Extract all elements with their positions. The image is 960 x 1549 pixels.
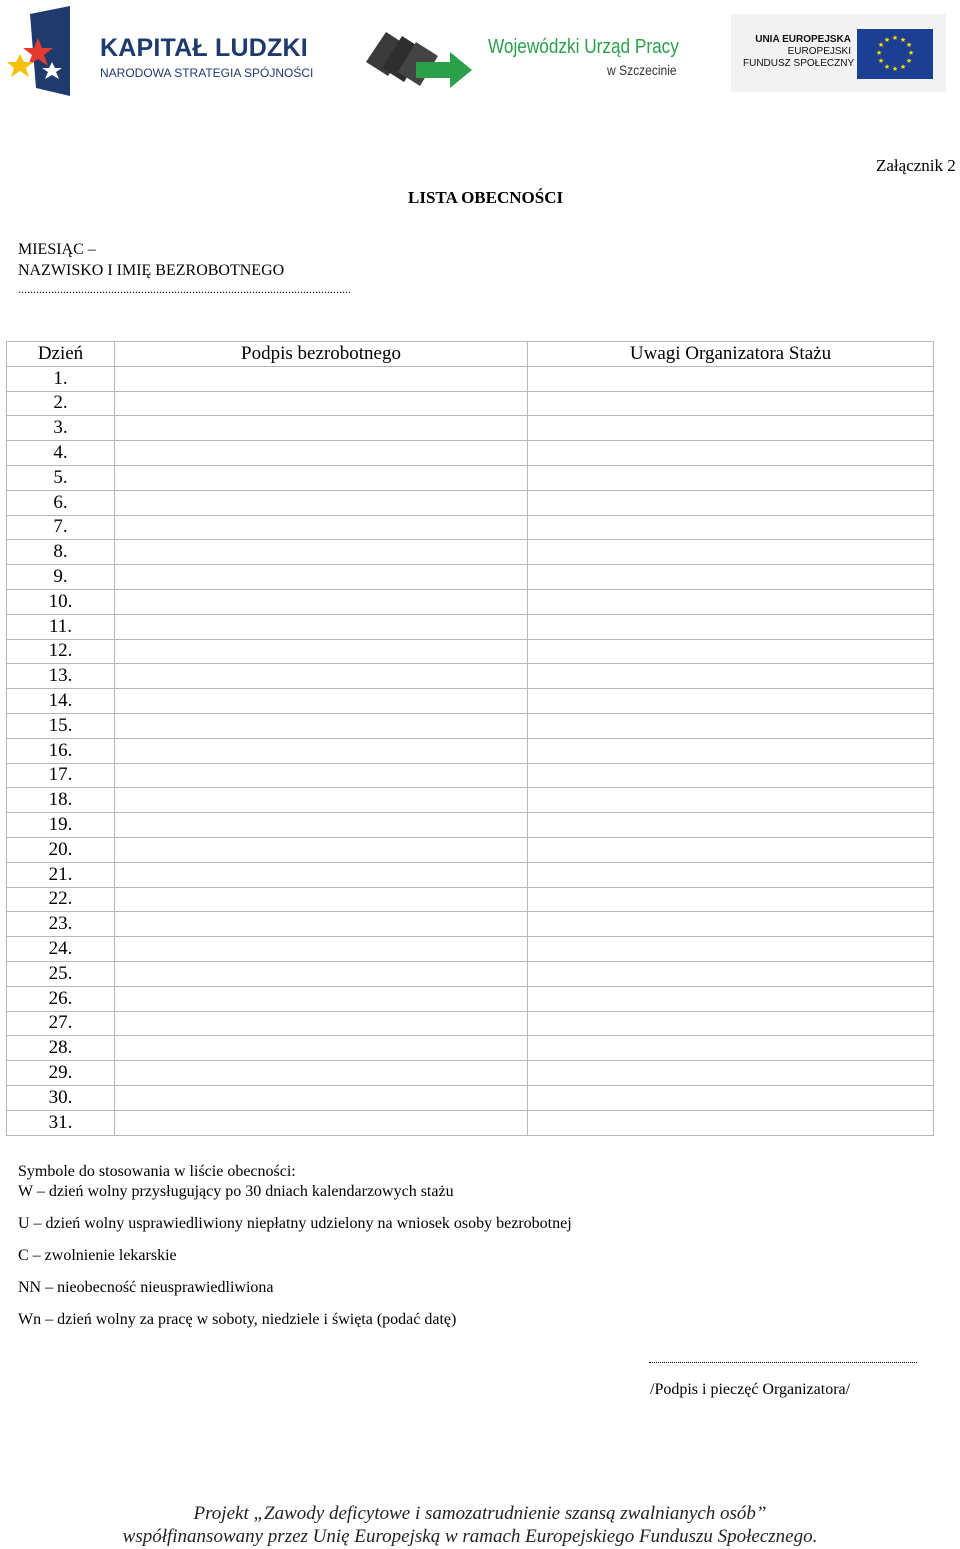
signature-cell[interactable] [115,1061,528,1086]
table-row [7,540,934,565]
table-row [7,366,934,391]
remarks-cell[interactable] [528,1011,934,1036]
table-row [7,887,934,912]
day-number: 15. [7,713,115,738]
legend-item-wn: Wn – dzień wolny za pracę w soboty, niedziele i święta (podać datę) [18,1311,457,1328]
signature-cell[interactable] [115,788,528,813]
day-number: 10. [7,589,115,614]
signature-cell[interactable] [115,515,528,540]
day-number: 30. [7,1085,115,1110]
day-number: 19. [7,813,115,838]
eu-line-2: EUROPEJSKI [787,46,851,57]
table-row [7,589,934,614]
day-number: 23. [7,912,115,937]
remarks-cell[interactable] [528,937,934,962]
signature-cell[interactable] [115,937,528,962]
footer-project-line: Projekt „Zawody deficytowe i samozatrudnienie szansą zwalnianych osób” [193,1503,767,1524]
signature-cell[interactable] [115,441,528,466]
remarks-cell[interactable] [528,366,934,391]
table-row [7,937,934,962]
eu-text [743,34,855,70]
signature-cell[interactable] [115,366,528,391]
day-number: 29. [7,1061,115,1086]
table-row [7,986,934,1011]
eu-logo [731,14,946,92]
day-number: 24. [7,937,115,962]
table-row [7,614,934,639]
table-row [7,788,934,813]
wup-logo [364,22,704,94]
signature-cell[interactable] [115,738,528,763]
legend-intro: Symbole do stosowania w liście obecności: [18,1163,296,1180]
day-number: 31. [7,1110,115,1135]
signature-cell[interactable] [115,862,528,887]
signature-cell[interactable] [115,614,528,639]
remarks-cell[interactable] [528,788,934,813]
remarks-cell[interactable] [528,738,934,763]
signature-cell[interactable] [115,1110,528,1135]
remarks-cell[interactable] [528,1036,934,1061]
signature-cell[interactable] [115,837,528,862]
day-number: 22. [7,887,115,912]
signature-cell[interactable] [115,589,528,614]
signature-cell[interactable] [115,490,528,515]
day-number: 13. [7,664,115,689]
signature-cell[interactable] [115,813,528,838]
table-row [7,689,934,714]
signature-cell[interactable] [115,540,528,565]
kapital-ludzki-star-icon [8,4,82,100]
signature-cell[interactable] [115,912,528,937]
day-number: 17. [7,763,115,788]
remarks-cell[interactable] [528,441,934,466]
svg-text:★: ★ [891,65,899,73]
remarks-cell[interactable] [528,912,934,937]
svg-text:★: ★ [877,57,885,65]
remarks-cell[interactable] [528,1085,934,1110]
table-row [7,639,934,664]
day-number: 16. [7,738,115,763]
day-number: 21. [7,862,115,887]
table-row [7,1061,934,1086]
table-row [7,416,934,441]
footer-cofinancing-line: współfinansowany przez Unię Europejską w ramach Europejskiego Funduszu Społecznego. [122,1526,818,1547]
day-number: 20. [7,837,115,862]
remarks-cell[interactable] [528,862,934,887]
day-number: 26. [7,986,115,1011]
kapital-ludzki-title: KAPITAŁ LUDZKI [100,34,308,62]
table-row [7,713,934,738]
table-row [7,490,934,515]
month-field: MIESIĄC – [18,241,96,258]
svg-text:★: ★ [891,34,899,42]
signature-cell[interactable] [115,763,528,788]
table-row [7,837,934,862]
remarks-cell[interactable] [528,391,934,416]
svg-text:★: ★ [877,41,885,49]
table-row [7,664,934,689]
table-row [7,961,934,986]
table-row [7,515,934,540]
svg-text:★: ★ [899,36,907,44]
signature-cell[interactable] [115,1011,528,1036]
kapital-ludzki-subtitle: NARODOWA STRATEGIA SPÓJNOŚCI [100,66,314,80]
day-number: 25. [7,961,115,986]
table-row [7,465,934,490]
day-number: 8. [7,540,115,565]
wup-cards-arrow-icon [364,22,476,90]
table-row [7,763,934,788]
table-row [7,1110,934,1135]
day-number: 14. [7,689,115,714]
signature-cell[interactable] [115,565,528,590]
table-row [7,1011,934,1036]
svg-text:★: ★ [883,63,891,71]
header-remarks: Uwagi Organizatora Stażu [528,342,934,367]
wup-title: Wojewódzki Urząd Pracy [488,36,679,58]
table-header-row [7,342,934,367]
wup-subtitle: w Szczecinie [607,62,677,78]
page-title: LISTA OBECNOŚCI [408,188,564,207]
header-day: Dzień [7,342,115,367]
signature-cell[interactable] [115,639,528,664]
remarks-cell[interactable] [528,589,934,614]
remarks-cell[interactable] [528,416,934,441]
svg-text:★: ★ [875,49,883,57]
legend-item-u: U – dzień wolny usprawiedliwiony niepłatny udzielony na wniosek osoby bezrobotnej [18,1215,572,1232]
signature-caption: /Podpis i pieczęć Organizatora/ [650,1381,851,1398]
day-number: 9. [7,565,115,590]
remarks-cell[interactable] [528,713,934,738]
table-row [7,1085,934,1110]
signature-cell[interactable] [115,713,528,738]
svg-text:★: ★ [907,49,915,57]
table-row [7,912,934,937]
day-number: 11. [7,614,115,639]
unemployed-name-field: NAZWISKO I IMIĘ BEZROBOTNEGO [18,262,285,279]
svg-text:★: ★ [883,36,891,44]
remarks-cell[interactable] [528,515,934,540]
legend-item-c: C – zwolnienie lekarskie [18,1247,177,1264]
remarks-cell[interactable] [528,837,934,862]
eu-line-1: UNIA EUROPEJSKA [755,34,851,45]
remarks-cell[interactable] [528,813,934,838]
signature-cell[interactable] [115,887,528,912]
signature-cell[interactable] [115,1085,528,1110]
table-row [7,391,934,416]
table-row [7,1036,934,1061]
remarks-cell[interactable] [528,639,934,664]
remarks-cell[interactable] [528,540,934,565]
signature-cell[interactable] [115,391,528,416]
day-number: 7. [7,515,115,540]
signature-cell[interactable] [115,689,528,714]
legend-item-nn: NN – nieobecność nieusprawiedliwiona [18,1279,274,1296]
annex-label: Załącznik 2 [876,156,956,175]
day-number: 1. [7,366,115,391]
remarks-cell[interactable] [528,887,934,912]
remarks-cell[interactable] [528,664,934,689]
remarks-cell[interactable] [528,490,934,515]
table-row [7,441,934,466]
svg-text:★: ★ [899,63,907,71]
eu-line-3: FUNDUSZ SPOŁECZNY [743,58,855,69]
remarks-cell[interactable] [528,565,934,590]
remarks-cell[interactable] [528,1110,934,1135]
signature-cell[interactable] [115,1036,528,1061]
remarks-cell[interactable] [528,763,934,788]
remarks-cell[interactable] [528,614,934,639]
day-number: 3. [7,416,115,441]
name-dotted-line: ............................................................................................................... [18,282,351,296]
remarks-cell[interactable] [528,689,934,714]
day-number: 27. [7,1011,115,1036]
table-row [7,862,934,887]
signature-cell[interactable] [115,961,528,986]
remarks-cell[interactable] [528,465,934,490]
attendance-table [6,341,934,1136]
legend-item-w: W – dzień wolny przysługujący po 30 dniach kalendarzowych stażu [18,1183,454,1200]
day-number: 28. [7,1036,115,1061]
remarks-cell[interactable] [528,961,934,986]
signature-dotted-line [649,1362,917,1363]
day-number: 5. [7,465,115,490]
signature-cell[interactable] [115,664,528,689]
table-row [7,813,934,838]
table-row [7,738,934,763]
header-signature: Podpis bezrobotnego [115,342,528,367]
table-row [7,565,934,590]
remarks-cell[interactable] [528,986,934,1011]
day-number: 6. [7,490,115,515]
day-number: 12. [7,639,115,664]
kapital-ludzki-logo [8,4,314,100]
svg-text:★: ★ [905,41,913,49]
day-number: 4. [7,441,115,466]
remarks-cell[interactable] [528,1061,934,1086]
signature-cell[interactable] [115,465,528,490]
signature-cell[interactable] [115,416,528,441]
signature-cell[interactable] [115,986,528,1011]
svg-text:★: ★ [905,57,913,65]
eu-flag-icon [857,29,933,79]
day-number: 2. [7,391,115,416]
day-number: 18. [7,788,115,813]
